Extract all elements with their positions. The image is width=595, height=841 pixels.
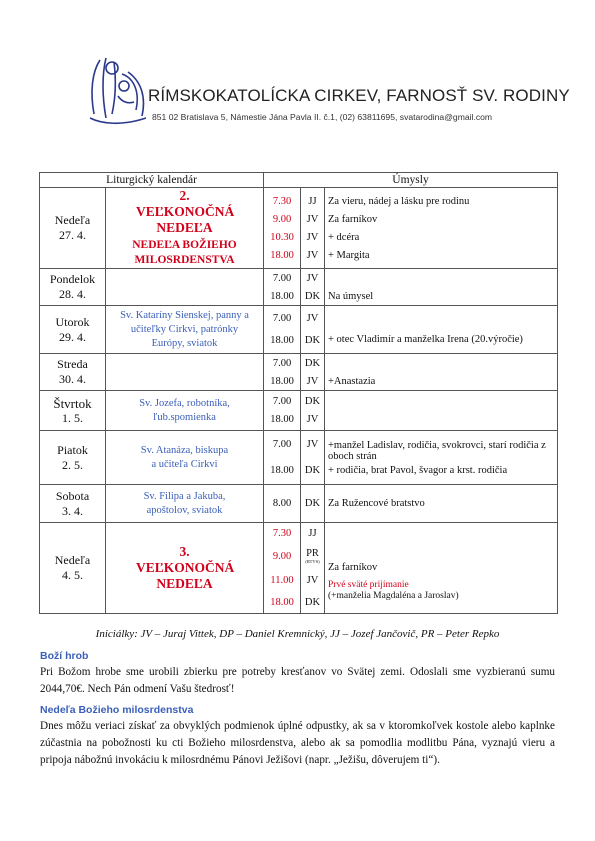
priest: JV xyxy=(306,574,319,586)
mass-time: 7.00 xyxy=(272,272,292,284)
priest: JV xyxy=(306,439,319,450)
col-intentions-header: Úmysly xyxy=(264,173,558,188)
section-text-bozi-hrob: Pri Božom hrobe sme urobili zbierku pre potreby kresťanov vo Svätej zemi. Odoslali sme vyzbieranú sumu 2044,70€. Nech Pán odmení Vašu štedrosť! xyxy=(40,666,555,695)
priest: PR xyxy=(306,548,319,559)
priests-cell xyxy=(301,523,325,614)
day-date: 2. 5. xyxy=(62,457,83,472)
parish-address: 851 02 Bratislava 5, Námestie Jána Pavla II. č.1, (02) 63811695, svatarodina@gmail.com xyxy=(152,112,493,122)
feast-cell xyxy=(106,354,264,391)
mass-time: 7.30 xyxy=(272,528,292,539)
day-cell xyxy=(40,523,106,614)
day-cell xyxy=(40,391,106,431)
priests-cell xyxy=(301,354,325,391)
intentions-cell xyxy=(325,269,558,306)
intention: Za Ružencové bratstvo xyxy=(328,498,425,509)
day-date: 4. 5. xyxy=(62,568,83,582)
mass-time: 18.00 xyxy=(270,375,294,387)
priests-cell xyxy=(301,188,325,269)
rtvs-note: (RTVS) xyxy=(305,559,320,564)
mass-time: 9.00 xyxy=(272,550,292,562)
feast-cell xyxy=(106,431,264,485)
table-row xyxy=(40,485,558,523)
priests-cell xyxy=(301,306,325,354)
intention xyxy=(325,411,557,429)
day-cell xyxy=(40,269,106,306)
feast-cell xyxy=(106,269,264,306)
feast-cell xyxy=(106,188,264,269)
mass-time: 7.00 xyxy=(272,439,292,450)
day-cell xyxy=(40,485,106,523)
intention xyxy=(325,535,557,556)
table-row xyxy=(40,306,558,354)
feast-text: Sv. Jozefa, robotníka, ľub.spomienka xyxy=(139,397,230,423)
mass-time: 7.00 xyxy=(272,357,292,369)
priest: JV xyxy=(306,414,319,425)
day-name: Piatok xyxy=(57,442,88,457)
intention: +Anastazia xyxy=(328,375,376,387)
day-date: 29. 4. xyxy=(59,329,86,344)
intentions-cell xyxy=(325,485,558,523)
times-cell xyxy=(264,354,301,391)
intention: Za farníkov xyxy=(328,562,378,573)
times-cell xyxy=(264,485,301,523)
day-cell xyxy=(40,354,106,391)
liturgical-table xyxy=(39,172,558,614)
feast-text: Sv. Filipa a Jakuba, apoštolov, sviatok xyxy=(143,490,226,516)
feast-cell xyxy=(106,306,264,354)
intentions-cell xyxy=(325,431,558,485)
initials-legend: Iniciálky: JV – Juraj Vittek, DP – Daniel Kremnický, JJ – Jozef Jančovič, PR – Peter Repko xyxy=(95,628,500,640)
day-name: Nedeľa xyxy=(54,553,91,567)
feast-cell xyxy=(106,485,264,523)
priest: DK xyxy=(304,498,321,509)
intentions-cell xyxy=(325,523,558,614)
mass-time: 9.00 xyxy=(272,213,292,225)
feast-title: 3. VEĽKONOČNÁ NEDEĽA xyxy=(136,544,235,591)
priest: JV xyxy=(306,249,319,261)
priest: DK xyxy=(304,357,321,369)
intention xyxy=(325,354,557,372)
table-row xyxy=(40,431,558,485)
priests-cell xyxy=(301,391,325,431)
day-cell xyxy=(40,431,106,485)
day-name: Pondelok xyxy=(49,272,96,286)
feast-cell xyxy=(106,391,264,431)
day-name: Sobota xyxy=(55,488,90,503)
priest-pr-group xyxy=(301,544,324,568)
day-date: 27. 4. xyxy=(59,228,86,242)
col-calendar-header: Liturgický kalendár xyxy=(40,173,264,188)
priest: DK xyxy=(304,465,321,476)
priest: JV xyxy=(306,272,319,284)
feast-subtitle: NEDEĽA BOŽIEHO MILOSRDENSTVA xyxy=(132,239,237,266)
day-name: Nedeľa xyxy=(54,213,91,227)
priest: DK xyxy=(304,396,321,407)
priest: JV xyxy=(306,213,319,225)
mass-time: 18.00 xyxy=(270,290,294,302)
times-cell xyxy=(264,431,301,485)
day-date: 3. 4. xyxy=(62,503,83,518)
intention xyxy=(325,269,557,287)
priests-cell xyxy=(301,485,325,523)
feast-title: 2. VEĽKONOČNÁ NEDEĽA xyxy=(136,188,235,235)
mass-time: 18.00 xyxy=(270,597,294,608)
intention: + rodičia, brat Pavol, švagor a krst. rodičia xyxy=(328,464,508,476)
intentions-cell xyxy=(325,306,558,354)
day-name: Utorok xyxy=(55,314,90,329)
intention: Za vieru, nádej a lásku pre rodinu xyxy=(328,195,470,207)
mass-time: 18.00 xyxy=(270,249,294,261)
intentions-cell xyxy=(325,188,558,269)
table-row xyxy=(40,354,558,391)
day-date: 30. 4. xyxy=(59,372,86,386)
first-communion-note: Prvé sväté prijímanie xyxy=(328,579,409,590)
intention: (+manželia Magdaléna a Jaroslav) xyxy=(328,590,459,601)
priests-cell xyxy=(301,269,325,306)
mass-time: 11.00 xyxy=(270,574,294,586)
times-cell xyxy=(264,391,301,431)
day-cell xyxy=(40,306,106,354)
intention: + Margita xyxy=(328,249,370,261)
feast-text: Sv. Atanáza, biskupa a učiteľa Cirkvi xyxy=(140,444,229,470)
day-cell xyxy=(40,188,106,269)
intention: +manžel Ladislav, rodičia, svokrovci, starí rodičia z oboch strán xyxy=(328,439,546,462)
intentions-cell xyxy=(325,391,558,431)
section-heading-bozi-hrob: Boží hrob xyxy=(40,650,89,662)
parish-title: RÍMSKOKATOLÍCKA CIRKEV, FARNOSŤ SV. RODINY xyxy=(148,86,570,105)
table-row xyxy=(40,523,558,614)
intention xyxy=(325,393,557,411)
table-row xyxy=(40,391,558,431)
priest: DK xyxy=(304,335,321,346)
day-date: 28. 4. xyxy=(59,287,86,301)
priest: JV xyxy=(306,313,319,324)
priests-cell xyxy=(301,431,325,485)
mass-time: 7.30 xyxy=(272,195,292,207)
day-date: 1. 5. xyxy=(62,410,83,425)
feast-text: Sv. Kataríny Sienskej, panny a učiteľky Cirkvi, patrónky Európy, sviatok xyxy=(120,309,249,349)
table-row xyxy=(40,269,558,306)
mass-time: 18.00 xyxy=(270,465,294,476)
section-heading-milosrdenstvo: Nedeľa Božieho milosrdenstva xyxy=(40,704,194,716)
section-text-milosrdenstvo: Dnes môžu veriaci získať za obvyklých podmienok úplné odpustky, ak sa v ktoromkoľvek kostole alebo kaplnke zúčastnia na pobožnosti ku cti Božieho milosrdenstva, alebo ak sa pomodlia modlitbu Pána, vyznajú vieru a pripoja nábožnú invokáciu k milosrdnému Pánovi Ježišovi (napr. „Ježišu, dôverujem ti“). xyxy=(40,720,555,766)
feast-cell xyxy=(106,523,264,614)
intentions-cell xyxy=(325,354,558,391)
priest: JJ xyxy=(308,528,317,539)
mass-time: 18.00 xyxy=(270,335,294,346)
mass-time: 7.00 xyxy=(272,396,292,407)
times-cell xyxy=(264,523,301,614)
times-cell xyxy=(264,269,301,306)
intention xyxy=(325,314,557,334)
intention: Na úmysel xyxy=(328,290,374,302)
intention: Za farníkov xyxy=(328,213,378,225)
mass-time: 10.30 xyxy=(270,231,294,243)
table-header-row xyxy=(40,173,558,188)
priest: DK xyxy=(304,597,321,608)
priest: DK xyxy=(304,290,321,302)
intention: + otec Vladimír a manželka Irena (20.výročie) xyxy=(328,334,523,345)
times-cell xyxy=(264,188,301,269)
table-row xyxy=(40,188,558,269)
times-cell xyxy=(264,306,301,354)
day-name: Streda xyxy=(57,357,88,371)
priest: JV xyxy=(306,231,319,243)
priest: JV xyxy=(306,375,319,387)
day-name: Štvrtok xyxy=(53,395,92,411)
intention: + dcéra xyxy=(328,231,360,243)
priest: JJ xyxy=(308,195,317,207)
mass-time: 7.00 xyxy=(272,313,292,324)
mass-time: 8.00 xyxy=(272,498,292,509)
mass-time: 18.00 xyxy=(270,414,294,425)
